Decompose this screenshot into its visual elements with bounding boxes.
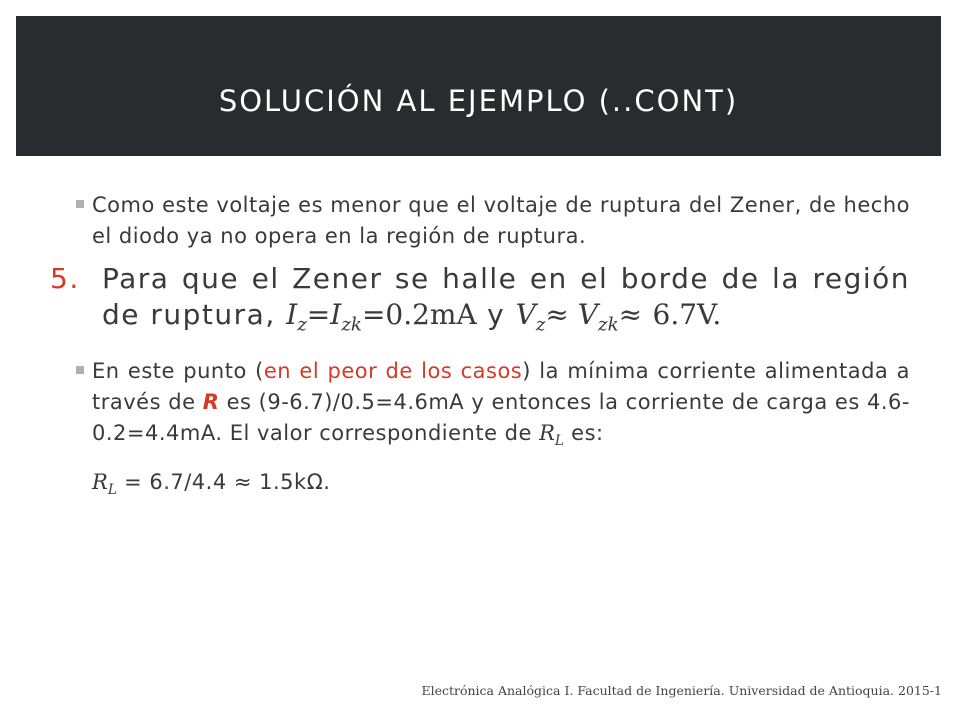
- and-word: y: [487, 298, 506, 331]
- item-text: Para que el Zener se halle en el borde de la región de ruptura,: [102, 262, 910, 331]
- bullet-worst-case: [50, 356, 910, 457]
- iz-symbol: $I_z$: [286, 298, 307, 336]
- worst-case-text: en el peor de los casos: [263, 358, 523, 383]
- vz-symbol: $V_z\approx V_{zk}\approx$: [515, 298, 643, 336]
- square-bullet-icon: [76, 366, 84, 374]
- rl-result: [50, 467, 910, 506]
- bullet-text-part4: es:: [571, 420, 604, 445]
- current-value: =0.2mA: [361, 298, 477, 331]
- r-symbol: R: [202, 389, 220, 414]
- rl-symbol: $R_L$: [539, 420, 564, 449]
- footer-credit: Electrónica Analógica I. Facultad de Ingeniería. Universidad de Antioquia. 2015-1: [421, 683, 942, 698]
- square-bullet-icon: [76, 200, 84, 208]
- slide-title: SOLUCIÓN AL EJEMPLO (..CONT): [218, 84, 739, 118]
- izk-eq: $=I_{zk}$: [306, 298, 362, 336]
- title-bar: [16, 16, 941, 156]
- numbered-item-5: [50, 261, 910, 344]
- bullet-text-part3: es (9-6.7)/0.5=4.6mA y entonces la corriente de carga es 4.6-0.2=4.4mA. El valor correspondiente de: [92, 389, 910, 445]
- slide-content: [50, 190, 910, 506]
- item-number: 5.: [50, 262, 80, 295]
- rl-result-symbol: $R_L$: [92, 469, 117, 498]
- bullet-text-part1: En este punto (: [92, 358, 264, 383]
- voltage-value: 6.7V.: [652, 298, 722, 331]
- rl-result-expression: = 6.7/4.4 ≈ 1.5kΩ.: [124, 469, 331, 494]
- bullet-text-part2: ) la mínima corriente alimentada a través de: [92, 358, 910, 414]
- bullet-voltage-note: [50, 190, 910, 252]
- bullet-text: Como este voltaje es menor que el voltaje de ruptura del Zener, de hecho el diodo ya no opera en la región de ruptura.: [92, 193, 910, 248]
